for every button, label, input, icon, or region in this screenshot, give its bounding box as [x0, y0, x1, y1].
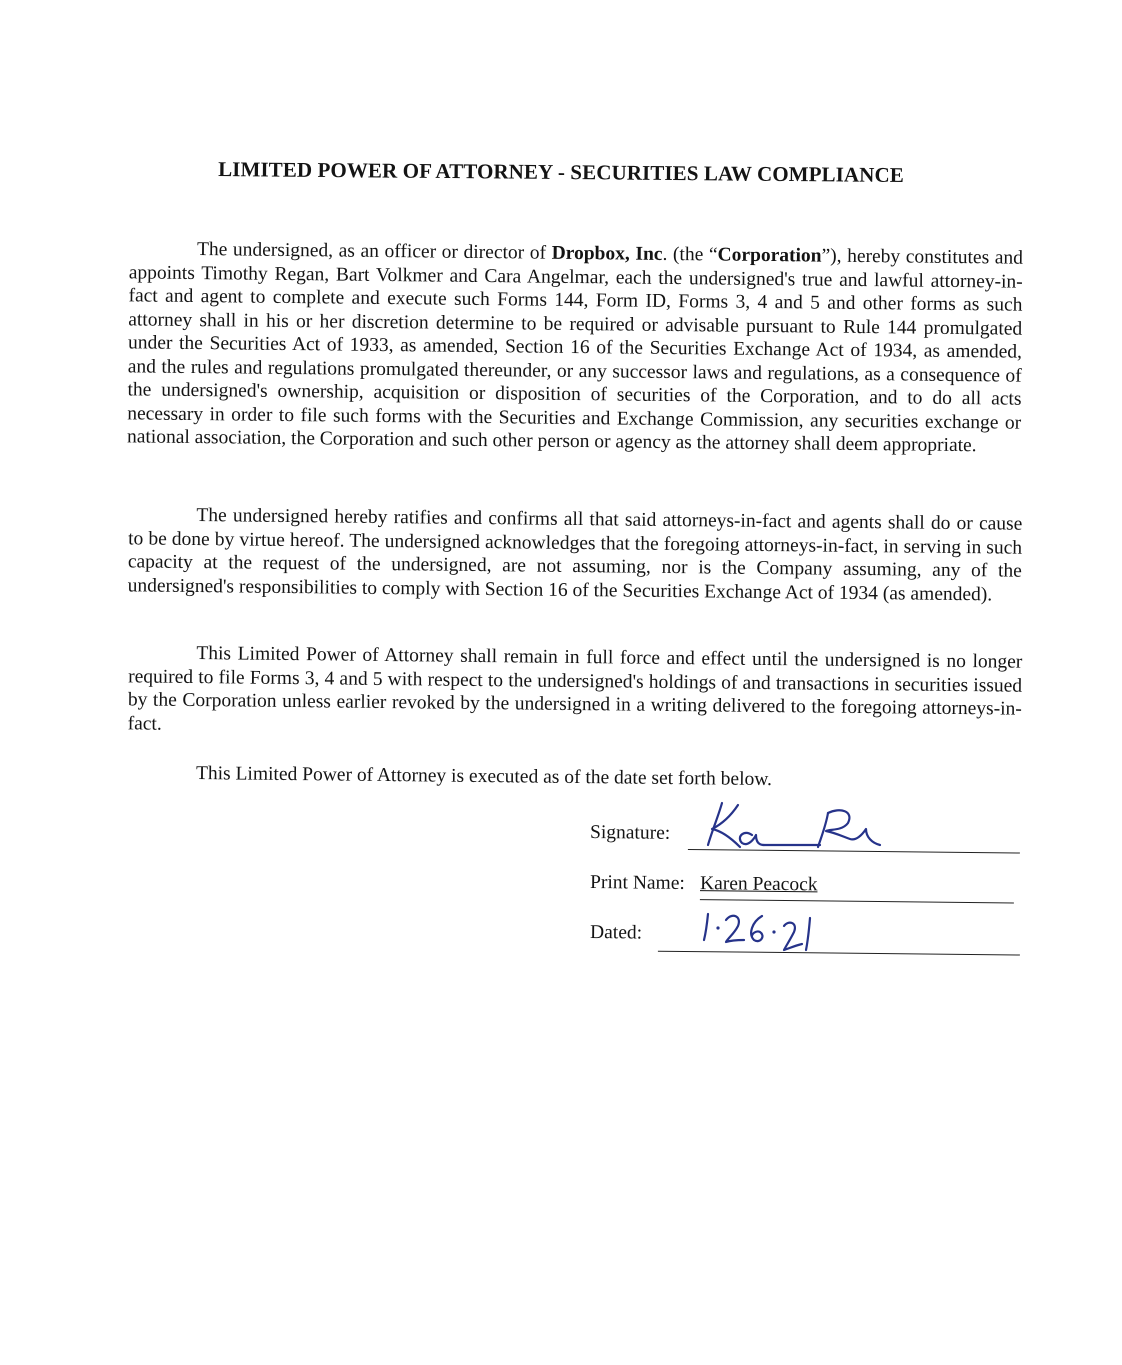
company-name: Dropbox, Inc	[551, 242, 663, 265]
print-name-value: Karen Peacock	[699, 873, 818, 896]
paragraph-appointment	[127, 237, 1023, 458]
document-title: LIMITED POWER OF ATTORNEY - SECURITIES LAW COMPLIANCE	[218, 157, 904, 187]
paragraph-appointment-rest: ”), hereby constitutes and appoints Timothy Regan, Bart Volkmer and Cara Angelmar, each the undersigned's true and lawful attorney-in-fact and agent to complete and execute such Forms 144, Form ID, Forms 3, 4 and 5 and other forms as such attorney shall in his or her discretion determine to be required or advisable pursuant to Rule 144 promulgated under the Securities Act of 1933, as amended, Section 16 of the Securities Exchange Act of 1934, as amended, and the rules and regulations promulgated thereunder, or any successor laws and regulations, as a consequence of the undersigned's ownership, acquisition or disposition of securities of the Corporation, and to do all acts necessary in order to file such forms with the Securities and Exchange Commission, any securities exchange or national association, the Corporation and such other person or agency as the attorney shall deem appropriate.	[126, 245, 1024, 456]
paragraph-ratification: The undersigned hereby ratifies and confirms all that said attorneys-in-fact and agents shall do or cause to be done by virtue hereof. The undersigned acknowledges that the foregoing attorneys-in-fact, in serving in such capacity at the request of the undersigned, are not assuming, nor is the Company assuming, any of the undersigned's responsibilities to comply with Section 16 of the Securities Exchange Act of 1934 (as amended).	[127, 504, 1023, 605]
signature-label: Signature:	[589, 822, 671, 844]
handwritten-signature	[700, 795, 890, 855]
dated-label: Dated:	[589, 922, 643, 944]
paragraph-duration: This Limited Power of Attorney shall remain in full force and effect until the undersigned is no longer required to file Forms 3, 4 and 5 with respect to the undersigned's holdings of and transactions in securities issued by the Corporation unless earlier revoked by the undersigned in a writing delivered to the foregoing attorneys-in-fact.	[127, 642, 1023, 734]
paragraph-execution: This Limited Power of Attorney is executed as of the date set forth below.	[195, 762, 773, 790]
paragraph-appointment-mid: . (the “	[662, 243, 718, 265]
handwritten-date	[698, 908, 828, 952]
print-name-row	[590, 872, 1020, 913]
print-name-label: Print Name:	[589, 872, 685, 894]
paragraph-appointment-intro: The undersigned, as an officer or director of	[196, 238, 552, 264]
print-name-line	[700, 899, 1014, 903]
corporation-term: Corporation	[717, 243, 822, 267]
